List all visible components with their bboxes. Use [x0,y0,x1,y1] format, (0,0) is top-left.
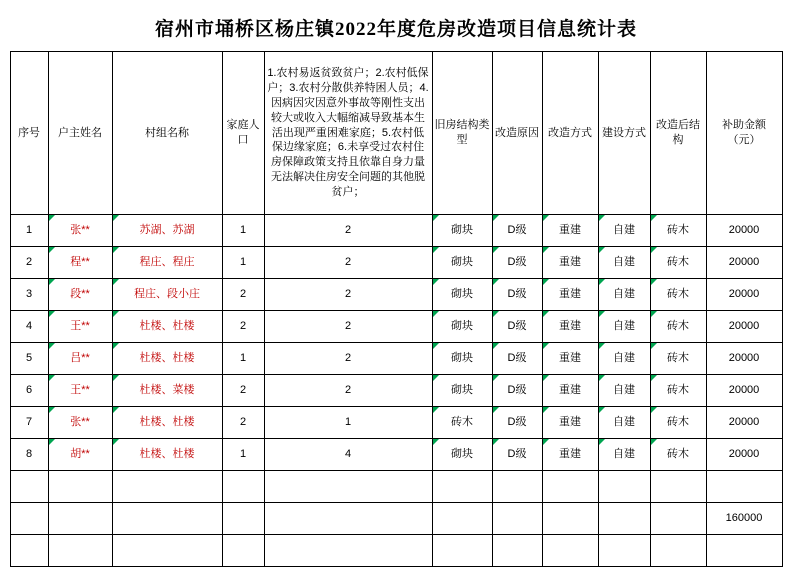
cell-renovation-method: 重建 [542,215,598,247]
cell-renovation-reason: D级 [492,407,542,439]
cell-empty [112,471,222,503]
cell-old-structure-type: 砌块 [432,311,492,343]
cell-subsidy-amount: 20000 [706,215,782,247]
cell-construction-method: 自建 [598,311,650,343]
cell-householder-name: 张** [48,215,112,247]
cell-empty [222,503,264,535]
cell-renovation-reason: D级 [492,439,542,471]
table-row [10,375,782,407]
table-row [10,407,782,439]
cell-empty [10,503,48,535]
cell-empty [264,471,432,503]
cell-empty [264,503,432,535]
table-row [10,343,782,375]
header-renovation-method: 改造方式 [542,52,598,215]
cell-householder-name: 胡** [48,439,112,471]
table-row [10,311,782,343]
cell-construction-method: 自建 [598,375,650,407]
cell-criteria-code: 2 [264,279,432,311]
cell-empty [492,503,542,535]
cell-renovation-reason: D级 [492,247,542,279]
cell-criteria-code: 1 [264,407,432,439]
cell-renovation-method: 重建 [542,439,598,471]
table-row [10,247,782,279]
cell-construction-method: 自建 [598,215,650,247]
cell-new-structure: 砖木 [650,343,706,375]
cell-village-group: 苏湖、苏湖 [112,215,222,247]
cell-index: 8 [10,439,48,471]
table-row [10,215,782,247]
header-old-structure-type: 旧房结构类型 [432,52,492,215]
cell-empty [432,471,492,503]
cell-index: 6 [10,375,48,407]
header-index: 序号 [10,52,48,215]
cell-empty [706,471,782,503]
cell-renovation-reason: D级 [492,311,542,343]
cell-criteria-code: 2 [264,311,432,343]
cell-subsidy-amount: 20000 [706,279,782,311]
cell-empty [650,471,706,503]
header-construction-method: 建设方式 [598,52,650,215]
page-title: 宿州市埇桥区杨庄镇2022年度危房改造项目信息统计表 [154,19,637,40]
cell-criteria-code: 2 [264,375,432,407]
cell-empty [542,535,598,567]
cell-householder-name: 吕** [48,343,112,375]
cell-renovation-method: 重建 [542,375,598,407]
cell-criteria-code: 2 [264,343,432,375]
cell-renovation-method: 重建 [542,311,598,343]
cell-new-structure: 砖木 [650,439,706,471]
cell-new-structure: 砖木 [650,215,706,247]
cell-empty [492,471,542,503]
cell-householder-name: 王** [48,311,112,343]
cell-construction-method: 自建 [598,279,650,311]
cell-village-group: 杜楼、杜楼 [112,407,222,439]
cell-family-size: 2 [222,375,264,407]
cell-empty [222,535,264,567]
cell-empty [48,503,112,535]
cell-village-group: 杜楼、杜楼 [112,311,222,343]
cell-renovation-reason: D级 [492,215,542,247]
header-renovation-reason: 改造原因 [492,52,542,215]
table-row-empty [10,471,782,503]
cell-empty [432,535,492,567]
cell-family-size: 1 [222,343,264,375]
housing-renovation-table [10,51,783,567]
cell-empty [48,471,112,503]
cell-renovation-reason: D级 [492,343,542,375]
cell-subsidy-amount: 20000 [706,407,782,439]
cell-empty [598,503,650,535]
header-row [10,52,782,215]
cell-renovation-method: 重建 [542,343,598,375]
header-family-size: 家庭人口 [222,52,264,215]
cell-new-structure: 砖木 [650,407,706,439]
cell-village-group: 杜楼、杜楼 [112,439,222,471]
cell-empty [598,471,650,503]
cell-old-structure-type: 砌块 [432,343,492,375]
cell-total-subsidy: 160000 [706,503,782,535]
cell-householder-name: 王** [48,375,112,407]
cell-renovation-reason: D级 [492,375,542,407]
cell-new-structure: 砖木 [650,279,706,311]
cell-empty [112,503,222,535]
cell-family-size: 2 [222,407,264,439]
cell-index: 5 [10,343,48,375]
cell-index: 4 [10,311,48,343]
cell-criteria-code: 2 [264,247,432,279]
cell-subsidy-amount: 20000 [706,439,782,471]
cell-empty [264,535,432,567]
cell-empty [10,471,48,503]
cell-empty [650,535,706,567]
cell-criteria-code: 4 [264,439,432,471]
cell-construction-method: 自建 [598,343,650,375]
cell-village-group: 杜楼、菜楼 [112,375,222,407]
cell-subsidy-amount: 20000 [706,375,782,407]
table-body [10,215,782,567]
cell-new-structure: 砖木 [650,247,706,279]
cell-empty [432,503,492,535]
cell-subsidy-amount: 20000 [706,247,782,279]
cell-householder-name: 张** [48,407,112,439]
cell-family-size: 2 [222,279,264,311]
cell-old-structure-type: 砌块 [432,439,492,471]
cell-old-structure-type: 砌块 [432,215,492,247]
cell-renovation-reason: D级 [492,279,542,311]
cell-empty [10,535,48,567]
cell-renovation-method: 重建 [542,247,598,279]
cell-subsidy-amount: 20000 [706,311,782,343]
header-village-group: 村组名称 [112,52,222,215]
cell-empty [112,535,222,567]
cell-empty [650,503,706,535]
cell-empty [542,471,598,503]
cell-index: 2 [10,247,48,279]
table-row [10,279,782,311]
cell-renovation-method: 重建 [542,407,598,439]
table-row [10,439,782,471]
cell-new-structure: 砖木 [650,311,706,343]
cell-empty [706,535,782,567]
cell-family-size: 1 [222,215,264,247]
cell-empty [492,535,542,567]
cell-old-structure-type: 砌块 [432,375,492,407]
cell-village-group: 杜楼、杜楼 [112,343,222,375]
cell-old-structure-type: 砌块 [432,247,492,279]
cell-family-size: 2 [222,311,264,343]
cell-index: 1 [10,215,48,247]
table-header [10,52,782,215]
cell-index: 3 [10,279,48,311]
cell-subsidy-amount: 20000 [706,343,782,375]
table-row-empty [10,535,782,567]
cell-new-structure: 砖木 [650,375,706,407]
cell-empty [598,535,650,567]
table-row-total [10,503,782,535]
cell-renovation-method: 重建 [542,279,598,311]
cell-householder-name: 段** [48,279,112,311]
header-new-structure: 改造后结构 [650,52,706,215]
cell-construction-method: 自建 [598,407,650,439]
cell-empty [542,503,598,535]
cell-family-size: 1 [222,439,264,471]
cell-criteria-code: 2 [264,215,432,247]
cell-old-structure-type: 砌块 [432,279,492,311]
cell-construction-method: 自建 [598,247,650,279]
cell-householder-name: 程** [48,247,112,279]
cell-empty [222,471,264,503]
cell-index: 7 [10,407,48,439]
header-eligibility-criteria: 1.农村易返贫致贫户；2.农村低保户；3.农村分散供养特困人员；4.因病因灾因意外事故等刚性支出较大或收入大幅缩减导致基本生活出现严重困难家庭；5.农村低保边缘家庭；6.未享受过农村住房保障政策支持且依靠自身力量无法解决住房安全问题的其他脱贫户； [264,52,432,215]
cell-empty [48,535,112,567]
cell-village-group: 程庄、段小庄 [112,279,222,311]
cell-village-group: 程庄、程庄 [112,247,222,279]
cell-construction-method: 自建 [598,439,650,471]
cell-old-structure-type: 砖木 [432,407,492,439]
header-householder-name: 户主姓名 [48,52,112,215]
header-subsidy-amount: 补助金额（元） [706,52,782,215]
cell-family-size: 1 [222,247,264,279]
